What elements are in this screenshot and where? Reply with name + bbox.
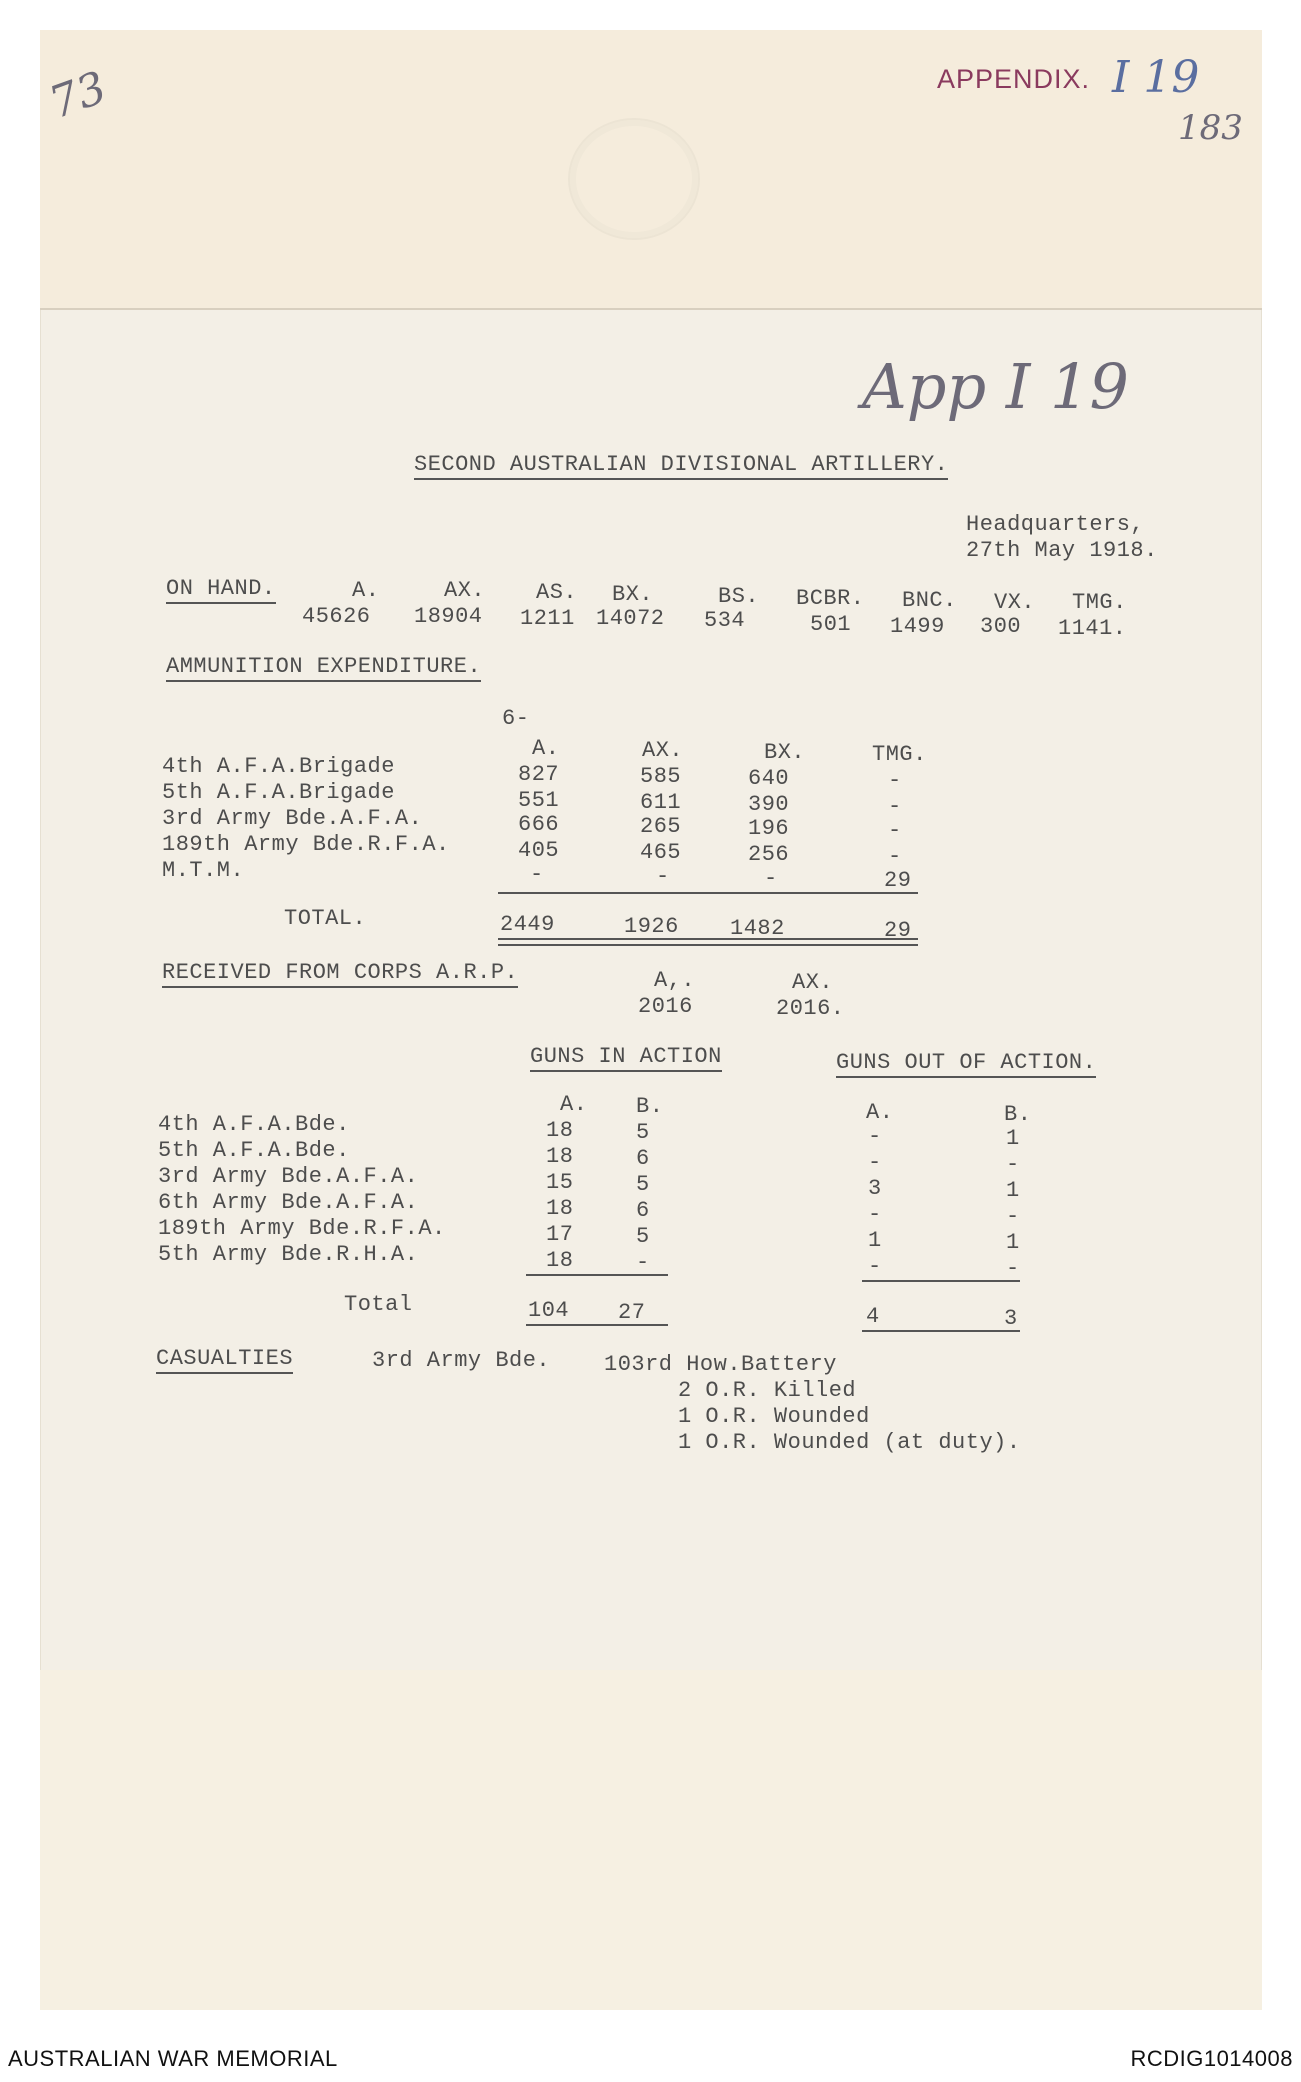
on-hand-value: 501 [810,612,852,637]
guns-out-b: 1 [1006,1178,1020,1203]
ammo-col: TMG. [872,742,927,767]
guns-out-a: 3 [868,1176,882,1201]
guns-out-total-rule [862,1280,1020,1282]
ammo-total: 1482 [730,916,785,941]
guns-out-b: - [1006,1256,1020,1281]
app-note: App I 19 [862,350,1129,423]
ammo-value: 611 [640,790,682,815]
guns-in-total-rule [526,1274,668,1276]
ammo-unit: M.T.M. [162,858,245,883]
guns-out-col: A. [866,1100,894,1125]
ammo-value: - [764,866,778,891]
embossed-seal-icon [568,118,700,240]
guns-in-b: 5 [636,1224,650,1249]
guns-in-a: 15 [546,1170,574,1195]
ammo-value: - [888,844,902,869]
on-hand-col: AS. [536,580,578,605]
guns-in-a: 18 [546,1118,574,1143]
appendix-number: I 19 [1112,52,1200,103]
casualties-line: 1 O.R. Wounded (at duty). [678,1430,1021,1455]
ammo-value: 256 [748,842,790,867]
ammo-value: 265 [640,814,682,839]
page-title: SECOND AUSTRALIAN DIVISIONAL ARTILLERY. [414,452,948,480]
paper-lower-area [40,1670,1262,2010]
guns-out-a: 1 [868,1228,882,1253]
ammo-value: 666 [518,812,560,837]
ammo-value: 585 [640,764,682,789]
guns-unit: 5th Army Bde.R.H.A. [158,1242,419,1267]
ammo-total: 29 [884,918,912,943]
corner-mark: 73 [42,61,114,130]
ammo-total: 2449 [500,912,555,937]
ammo-value: 465 [640,840,682,865]
guns-total-in-a: 104 [528,1298,570,1323]
ammo-value: 551 [518,788,560,813]
received-value: 2016. [776,996,845,1021]
guns-out-a: - [868,1254,882,1279]
guns-total-out-b: 3 [1004,1306,1018,1331]
ammo-value: 390 [748,792,790,817]
hq-location: Headquarters, [966,512,1145,537]
on-hand-value: 300 [980,614,1022,639]
on-hand-label: ON HAND. [166,576,276,604]
guns-unit: 4th A.F.A.Bde. [158,1112,350,1137]
ammo-value: - [656,864,670,889]
ammo-col: AX. [642,738,684,763]
on-hand-col: BX. [612,582,654,607]
ammo-value: - [888,768,902,793]
received-label: RECEIVED FROM CORPS A.R.P. [162,960,518,988]
on-hand-value: 1499 [890,614,945,639]
on-hand-col: BNC. [902,588,957,613]
on-hand-col: AX. [444,578,486,603]
ammo-col: A. [532,736,560,761]
guns-out-b: - [1006,1204,1020,1229]
ammo-value: 196 [748,816,790,841]
ammo-value: 405 [518,838,560,863]
guns-total-out-a: 4 [866,1304,880,1329]
ammo-value: 29 [884,868,912,893]
guns-unit: 5th A.F.A.Bde. [158,1138,350,1163]
guns-out-b: 1 [1006,1126,1020,1151]
guns-out-a: - [868,1150,882,1175]
guns-unit: 189th Army Bde.R.F.A. [158,1216,446,1241]
guns-total-in-b: 27 [618,1300,646,1325]
ammo-unit: 189th Army Bde.R.F.A. [162,832,450,857]
ammo-total-double-rule [498,938,918,946]
guns-unit: 6th Army Bde.A.F.A. [158,1190,419,1215]
ammo-unit: 5th A.F.A.Brigade [162,780,395,805]
guns-out-col: B. [1004,1102,1032,1127]
ammo-total-label: TOTAL. [284,906,367,931]
guns-in-b: - [636,1250,650,1275]
on-hand-value: 534 [704,608,746,633]
ammo-value: 640 [748,766,790,791]
casualties-line: 2 O.R. Killed [678,1378,857,1403]
received-col: AX. [792,970,834,995]
guns-in-b: 5 [636,1120,650,1145]
guns-out-b: 1 [1006,1230,1020,1255]
guns-in-b: 6 [636,1198,650,1223]
on-hand-col: A. [352,578,380,603]
on-hand-col: VX. [994,590,1036,615]
guns-in-a: 17 [546,1222,574,1247]
ammunition-expenditure-label: AMMUNITION EXPENDITURE. [166,654,481,682]
on-hand-col: BCBR. [796,586,865,611]
ammo-unit: 4th A.F.A.Brigade [162,754,395,779]
guns-in-a: 18 [546,1248,574,1273]
footer-institution: AUSTRALIAN WAR MEMORIAL [8,2046,338,2071]
ammo-col-prefix: 6- [502,706,530,731]
appendix-stamp: APPENDIX. [937,64,1091,94]
guns-in-action-label: GUNS IN ACTION [530,1044,722,1072]
ammo-value: - [530,862,544,887]
guns-in-b: 5 [636,1172,650,1197]
on-hand-value: 45626 [302,604,371,629]
ammo-value: - [888,818,902,843]
guns-unit: 3rd Army Bde.A.F.A. [158,1164,419,1189]
on-hand-value: 14072 [596,606,665,631]
guns-in-b: 6 [636,1146,650,1171]
ammo-total: 1926 [624,914,679,939]
casualties-label: CASUALTIES [156,1346,293,1374]
on-hand-col: TMG. [1072,590,1127,615]
casualties-line: 1 O.R. Wounded [678,1404,870,1429]
guns-in-a: 18 [546,1144,574,1169]
guns-in-final-rule [526,1324,668,1326]
guns-in-col: B. [636,1094,664,1119]
on-hand-value: 1211 [520,606,575,631]
guns-out-a: - [868,1202,882,1227]
guns-in-col: A. [560,1092,588,1117]
footer-record-id: RCDIG1014008 [1130,2046,1293,2071]
on-hand-col: BS. [718,584,760,609]
hq-date: 27th May 1918. [966,538,1158,563]
ammo-col: BX. [764,740,806,765]
received-value: 2016 [638,994,693,1019]
on-hand-value: 1141. [1058,616,1127,641]
ammo-value: 827 [518,762,560,787]
on-hand-value: 18904 [414,604,483,629]
ammo-unit: 3rd Army Bde.A.F.A. [162,806,423,831]
guns-out-a: - [868,1124,882,1149]
guns-total-label: Total [344,1292,413,1317]
casualties-battery: 103rd How.Battery [604,1352,837,1377]
casualties-unit: 3rd Army Bde. [372,1348,551,1373]
guns-out-b: - [1006,1152,1020,1177]
ammo-total-rule [498,892,918,894]
guns-out-of-action-label: GUNS OUT OF ACTION. [836,1050,1096,1078]
received-col: A,. [654,968,696,993]
ammo-value: - [888,794,902,819]
guns-in-a: 18 [546,1196,574,1221]
page-number: 183 [1178,108,1243,148]
guns-out-final-rule [862,1330,1020,1332]
